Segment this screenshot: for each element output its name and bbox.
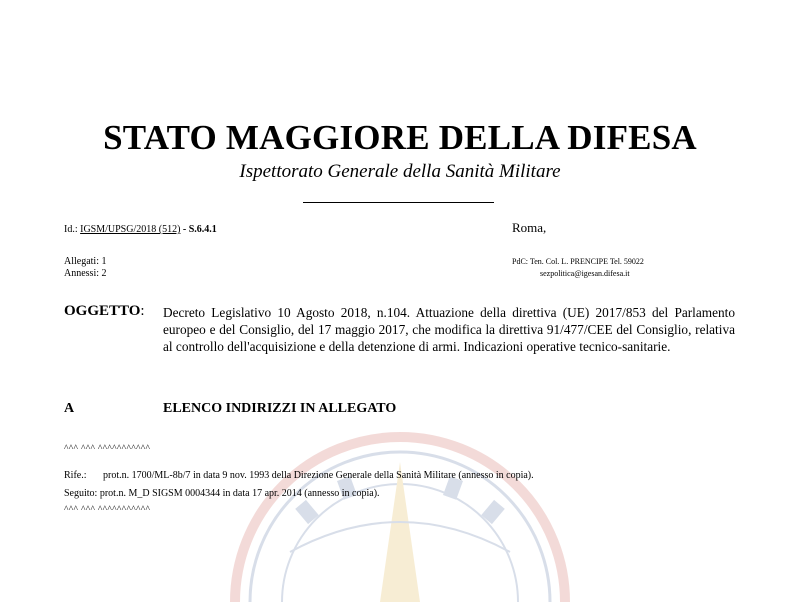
- recipient-letter: A: [64, 401, 75, 416]
- annessi-count: Annessi: 2: [64, 268, 107, 279]
- page-subtitle: Ispettorato Generale della Sanità Militare: [239, 161, 561, 182]
- protocol-id: [64, 224, 217, 236]
- allegati-count: Allegati: 1: [64, 256, 107, 267]
- point-of-contact: PdC: Ten. Col. L. PRENCIPE Tel. 59022: [512, 257, 644, 266]
- protocol-id-prefix: Id.:: [64, 224, 81, 235]
- subject-label-colon: :: [140, 303, 145, 319]
- seguito-text: prot.n. M_D SIGSM 0004344 in data 17 apr. 2014 (annesso in copia).: [97, 488, 380, 499]
- title-underline: [303, 202, 494, 203]
- recipient-text: ELENCO INDIRIZZI IN ALLEGATO: [163, 401, 397, 416]
- seguito-label: Seguito:: [64, 488, 98, 499]
- place-date: Roma,: [512, 220, 547, 235]
- reference-rife: [64, 470, 534, 482]
- subject-label: [64, 303, 145, 320]
- emblem-watermark: [230, 432, 570, 602]
- subject-label-text: OGGETTO: [64, 303, 141, 319]
- subject-text: Decreto Legislativo 10 Agosto 2018, n.104. Attuazione della direttiva (UE) 2017/853 del Parlamento europeo e del Consiglio, del 17 maggio 2017, che modifica la direttiva 91/477/CEE del Consiglio, relativa al controllo dell'acquisizione e della detenzione di armi. Indicazioni operative tecnico-sanitarie.: [163, 305, 735, 354]
- rife-label: Rife.:: [64, 470, 87, 481]
- separator-bottom: ^^^ ^^^ ^^^^^^^^^^^: [64, 505, 151, 515]
- rife-text: prot.n. 1700/ML-8b/7 in data 9 nov. 1993 della Direzione Generale della Sanità Militare (annesso in copia).: [103, 470, 534, 481]
- protocol-id-code: IGSM/UPSG/2018 (512): [80, 224, 181, 235]
- page-title: STATO MAGGIORE DELLA DIFESA: [103, 118, 697, 157]
- reference-seguito: [64, 488, 380, 500]
- protocol-classification: - S.6.4.1: [180, 224, 217, 235]
- separator-top: ^^^ ^^^ ^^^^^^^^^^^: [64, 444, 151, 454]
- contact-email: sezpolitica@igesan.difesa.it: [540, 269, 630, 278]
